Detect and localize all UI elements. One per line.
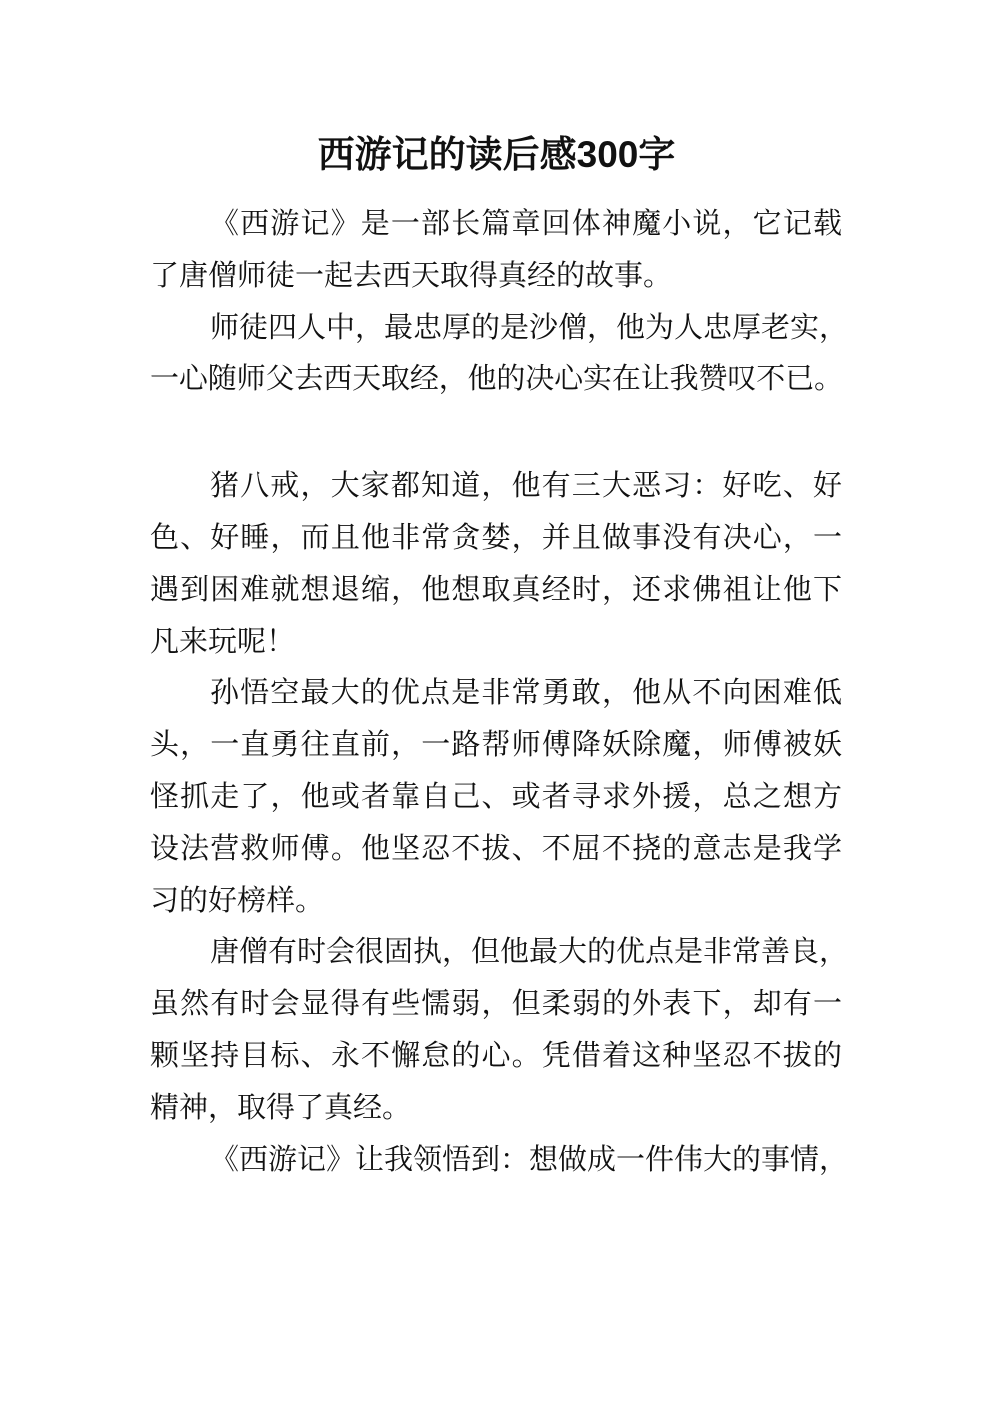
text-line: 一心随师父去西天取经，他的决心实在让我赞叹不已。 [150,361,842,396]
text-line: 颗坚持目标、永不懈怠的心。凭借着这种坚忍不拔的 [150,1037,842,1072]
paragraph-5 [150,926,849,1133]
text-line: 怪抓走了，他或者靠自己、或者寻求外援，总之想方 [150,778,842,813]
text-line: 《西游记》是一部长篇章回体神魔小说，它记载 [210,206,842,240]
paragraph-2 [150,302,849,406]
document-title: 西游记的读后感300字 [317,134,676,175]
text-line: 唐僧有时会很固执，但他最大的优点是非常善良， [210,934,849,969]
text-line: 猪八戒，大家都知道，他有三大恶习：好吃、好 [210,468,842,503]
text-line: 师徒四人中，最忠厚的是沙僧，他为人忠厚老实， [210,309,849,344]
paragraph-4 [150,667,842,926]
text-line: 了唐僧师徒一起去西天取得真经的故事。 [150,257,673,292]
text-line: 凡来玩呢！ [150,623,296,658]
text-line: 色、好睡，而且他非常贪婪，并且做事没有决心，一 [150,519,842,554]
paragraph-1 [150,198,842,302]
text-line: 孙悟空最大的优点是非常勇敢，他从不向困难低 [210,675,842,710]
text-line: 虽然有时会显得有些懦弱，但柔弱的外表下，却有一 [150,986,842,1021]
paragraph-6 [150,1134,849,1186]
text-line: 《西游记》让我领悟到：想做成一件伟大的事情， [210,1141,849,1176]
document-body [150,198,849,1185]
text-line: 设法营救师傅。他坚忍不拔、不屈不挠的意志是我学 [150,830,842,865]
blank-line [150,405,842,460]
text-line: 遇到困难就想退缩，他想取真经时，还求佛祖让他下 [150,571,842,606]
text-line: 习的好榜样。 [150,882,325,917]
text-line: 精神，取得了真经。 [150,1089,412,1124]
text-line: 头，一直勇往直前，一路帮师傅降妖除魔，师傅被妖 [150,727,842,762]
paragraph-3 [150,460,842,667]
